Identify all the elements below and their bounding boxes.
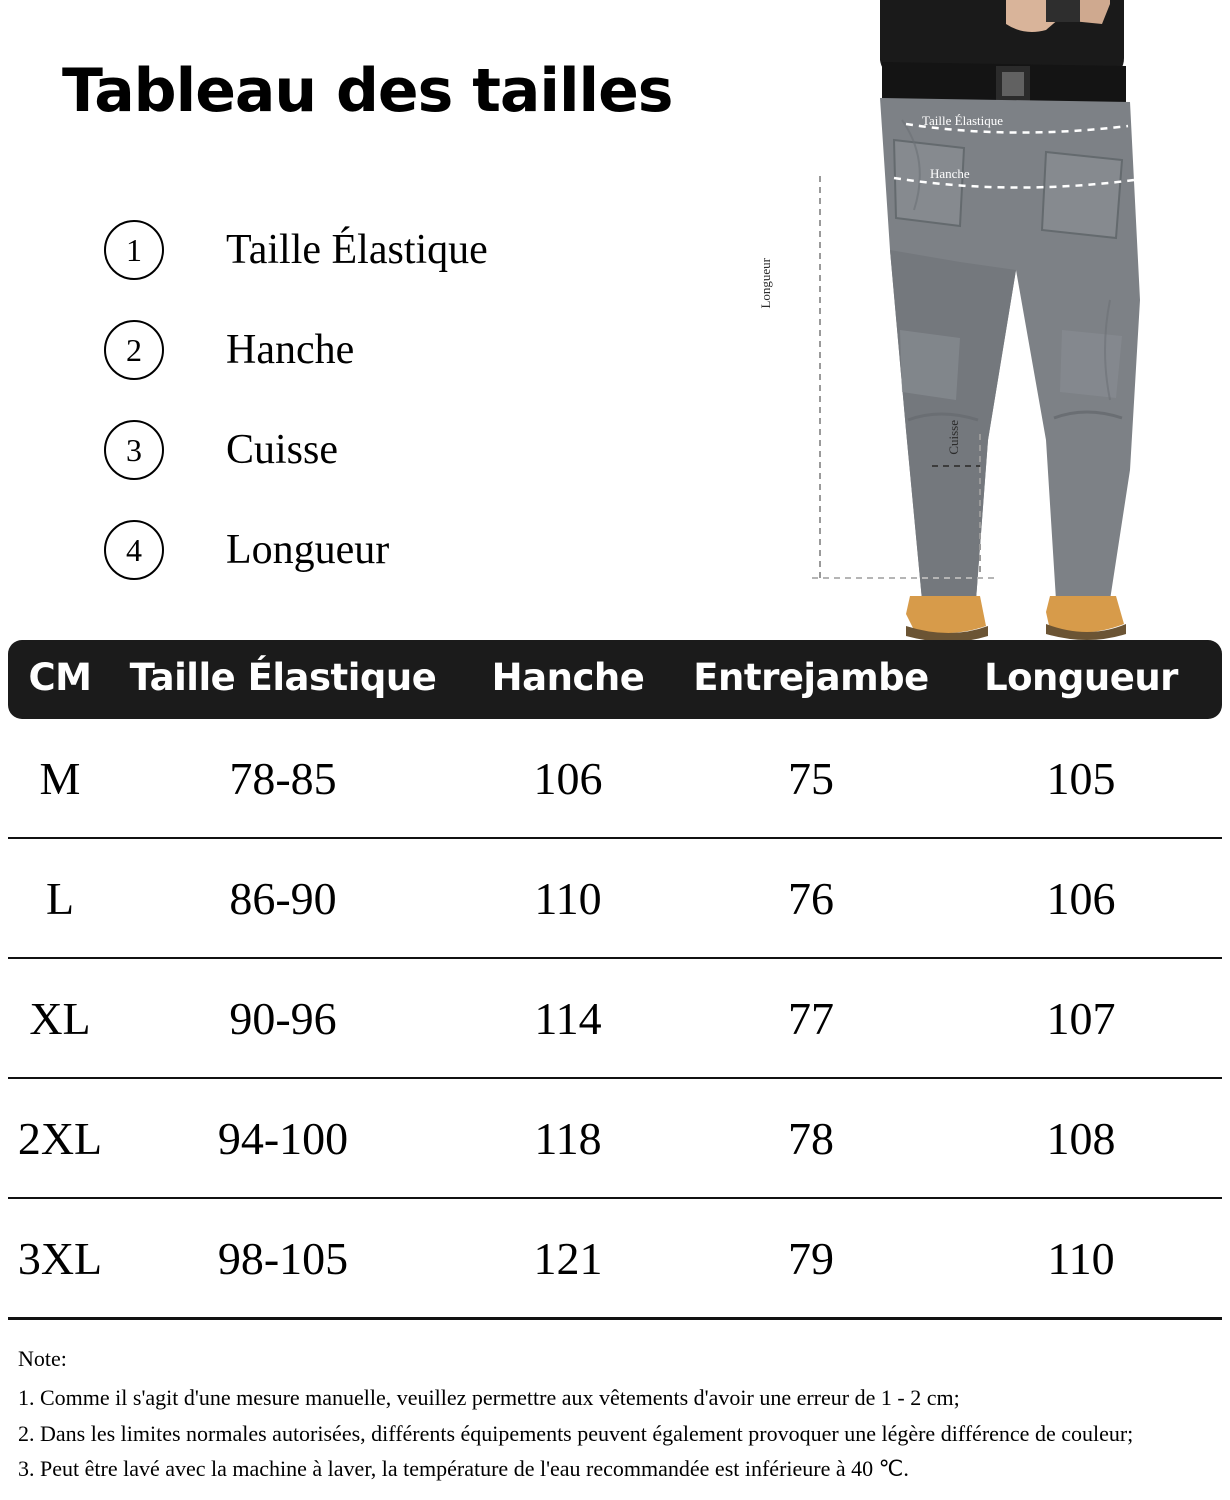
cell-waist: 86-90 <box>112 838 454 958</box>
note-line-2: 2. Dans les limites normales autorisées, différents équipements peuvent également provoquer une légère différence de couleur; <box>18 1420 1134 1446</box>
cell-inseam: 75 <box>682 719 940 838</box>
legend-number-3: 3 <box>104 420 164 480</box>
size-table-container <box>8 640 1222 1320</box>
table-row <box>8 1198 1222 1319</box>
table-header-row <box>8 640 1222 719</box>
column-header-hip: Hanche <box>454 640 682 719</box>
cell-length: 108 <box>940 1078 1222 1198</box>
list-item <box>104 400 744 500</box>
product-photo <box>758 0 1230 640</box>
table-row <box>8 838 1222 958</box>
cell-waist: 78-85 <box>112 719 454 838</box>
cell-waist: 94-100 <box>112 1078 454 1198</box>
table-row <box>8 719 1222 838</box>
legend-label-4: Longueur <box>226 527 390 573</box>
cell-size: L <box>8 838 112 958</box>
cell-inseam: 76 <box>682 838 940 958</box>
caption-length: Longueur <box>758 258 773 309</box>
cell-inseam: 77 <box>682 958 940 1078</box>
note-line-3: 3. Peut être lavé avec la machine à laver, la température de l'eau recommandée est inférieure à 40 ℃. <box>18 1456 909 1482</box>
legend-number-2: 2 <box>104 320 164 380</box>
measurement-legend <box>104 200 744 600</box>
cell-size: XL <box>8 958 112 1078</box>
cell-size: 3XL <box>8 1198 112 1319</box>
column-header-length: Longueur <box>940 640 1222 719</box>
legend-label-1: Taille Élastique <box>226 227 488 273</box>
legend-label-2: Hanche <box>226 327 355 373</box>
cell-length: 110 <box>940 1198 1222 1319</box>
cell-size: 2XL <box>8 1078 112 1198</box>
cell-size: M <box>8 719 112 838</box>
cell-hip: 118 <box>454 1078 682 1198</box>
notes-section <box>18 1346 1218 1487</box>
pants-illustration <box>810 0 1230 640</box>
cell-waist: 90-96 <box>112 958 454 1078</box>
table-row <box>8 1078 1222 1198</box>
cell-length: 105 <box>940 719 1222 838</box>
page-title: Tableau des tailles <box>62 56 673 126</box>
table-row <box>8 958 1222 1078</box>
cell-hip: 110 <box>454 838 682 958</box>
cell-hip: 121 <box>454 1198 682 1319</box>
list-item <box>104 500 744 600</box>
legend-number-1: 1 <box>104 220 164 280</box>
cell-hip: 106 <box>454 719 682 838</box>
note-line-1: 1. Comme il s'agit d'une mesure manuelle, veuillez permettre aux vêtements d'avoir une erreur de 1 - 2 cm; <box>18 1385 960 1410</box>
list-item <box>104 200 744 300</box>
legend-label-3: Cuisse <box>226 427 339 473</box>
cell-length: 106 <box>940 838 1222 958</box>
notes-title: Note: <box>18 1346 67 1371</box>
column-header-waist: Taille Élastique <box>112 640 454 719</box>
size-table <box>8 640 1222 1320</box>
legend-number-4: 4 <box>104 520 164 580</box>
cell-inseam: 78 <box>682 1078 940 1198</box>
list-item <box>104 300 744 400</box>
caption-waist: Taille Élastique <box>922 113 1004 128</box>
column-header-cm: CM <box>8 640 112 719</box>
caption-hip: Hanche <box>930 166 970 181</box>
caption-thigh: Cuisse <box>946 420 961 455</box>
cell-waist: 98-105 <box>112 1198 454 1319</box>
cell-inseam: 79 <box>682 1198 940 1319</box>
column-header-inseam: Entrejambe <box>682 640 940 719</box>
cell-length: 107 <box>940 958 1222 1078</box>
cell-hip: 114 <box>454 958 682 1078</box>
top-section <box>0 0 1230 640</box>
